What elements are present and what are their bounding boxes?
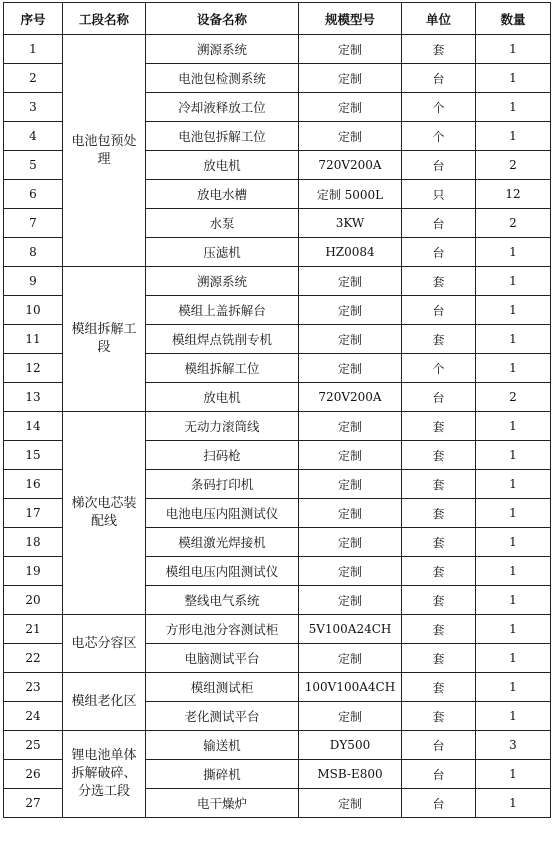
row-index: 12 — [4, 354, 63, 383]
row-index: 1 — [4, 35, 63, 64]
row-index: 23 — [4, 673, 63, 702]
header-model: 规模型号 — [299, 3, 402, 35]
equipment-model: 720V200A — [299, 383, 402, 412]
equipment-model: 定制 — [299, 35, 402, 64]
equipment-unit: 台 — [402, 731, 476, 760]
equipment-model: 100V100A4CH — [299, 673, 402, 702]
equipment-name: 方形电池分容测试柜 — [146, 615, 299, 644]
equipment-name: 压滤机 — [146, 238, 299, 267]
equipment-name: 放电机 — [146, 151, 299, 180]
equipment-model: 定制 — [299, 122, 402, 151]
table-row — [4, 412, 551, 441]
equipment-quantity: 1 — [476, 470, 551, 499]
table-row — [4, 731, 551, 760]
equipment-unit: 台 — [402, 64, 476, 93]
row-index: 16 — [4, 470, 63, 499]
equipment-model: 定制 — [299, 412, 402, 441]
header-equipment: 设备名称 — [146, 3, 299, 35]
equipment-model: 定制 — [299, 528, 402, 557]
equipment-name: 扫码枪 — [146, 441, 299, 470]
equipment-name: 冷却液释放工位 — [146, 93, 299, 122]
equipment-unit: 台 — [402, 151, 476, 180]
equipment-quantity: 1 — [476, 702, 551, 731]
equipment-name: 溯源系统 — [146, 35, 299, 64]
equipment-name: 溯源系统 — [146, 267, 299, 296]
row-index: 13 — [4, 383, 63, 412]
equipment-name: 电干燥炉 — [146, 789, 299, 818]
row-index: 5 — [4, 151, 63, 180]
equipment-model: 定制 — [299, 789, 402, 818]
equipment-unit: 台 — [402, 760, 476, 789]
equipment-name: 模组电压内阻测试仪 — [146, 557, 299, 586]
equipment-unit: 套 — [402, 528, 476, 557]
equipment-unit: 套 — [402, 615, 476, 644]
equipment-quantity: 2 — [476, 209, 551, 238]
equipment-name: 电池电压内阻测试仪 — [146, 499, 299, 528]
equipment-quantity: 1 — [476, 528, 551, 557]
equipment-unit: 台 — [402, 238, 476, 267]
row-index: 19 — [4, 557, 63, 586]
row-index: 6 — [4, 180, 63, 209]
equipment-model: 5V100A24CH — [299, 615, 402, 644]
row-index: 25 — [4, 731, 63, 760]
equipment-model: 定制 — [299, 557, 402, 586]
equipment-quantity: 1 — [476, 586, 551, 615]
equipment-quantity: 1 — [476, 238, 551, 267]
row-index: 11 — [4, 325, 63, 354]
equipment-name: 撕碎机 — [146, 760, 299, 789]
table-row — [4, 615, 551, 644]
row-index: 14 — [4, 412, 63, 441]
equipment-model: DY500 — [299, 731, 402, 760]
equipment-name: 老化测试平台 — [146, 702, 299, 731]
equipment-model: 定制 — [299, 470, 402, 499]
equipment-name: 电脑测试平台 — [146, 644, 299, 673]
equipment-name: 模组测试柜 — [146, 673, 299, 702]
row-index: 9 — [4, 267, 63, 296]
equipment-quantity: 1 — [476, 35, 551, 64]
equipment-model: 定制 — [299, 499, 402, 528]
equipment-model: 定制 — [299, 267, 402, 296]
equipment-unit: 台 — [402, 789, 476, 818]
equipment-name: 电池包拆解工位 — [146, 122, 299, 151]
header-quantity: 数量 — [476, 3, 551, 35]
equipment-quantity: 3 — [476, 731, 551, 760]
row-index: 3 — [4, 93, 63, 122]
equipment-model: 定制 — [299, 354, 402, 383]
equipment-unit: 套 — [402, 644, 476, 673]
equipment-quantity: 1 — [476, 673, 551, 702]
equipment-unit: 套 — [402, 267, 476, 296]
equipment-unit: 套 — [402, 499, 476, 528]
table-header — [4, 3, 551, 35]
equipment-name: 模组焊点铣削专机 — [146, 325, 299, 354]
equipment-unit: 套 — [402, 673, 476, 702]
equipment-unit: 个 — [402, 122, 476, 151]
equipment-unit: 套 — [402, 702, 476, 731]
row-index: 20 — [4, 586, 63, 615]
equipment-quantity: 1 — [476, 412, 551, 441]
row-index: 8 — [4, 238, 63, 267]
equipment-name: 水泵 — [146, 209, 299, 238]
equipment-quantity: 2 — [476, 383, 551, 412]
section-name: 锂电池单体拆解破碎、分选工段 — [63, 731, 146, 818]
equipment-quantity: 1 — [476, 122, 551, 151]
equipment-quantity: 2 — [476, 151, 551, 180]
equipment-unit: 套 — [402, 441, 476, 470]
equipment-unit: 套 — [402, 470, 476, 499]
equipment-name: 电池包检测系统 — [146, 64, 299, 93]
equipment-quantity: 1 — [476, 325, 551, 354]
equipment-quantity: 1 — [476, 557, 551, 586]
row-index: 17 — [4, 499, 63, 528]
equipment-unit: 台 — [402, 296, 476, 325]
row-index: 18 — [4, 528, 63, 557]
equipment-model: 3KW — [299, 209, 402, 238]
equipment-quantity: 12 — [476, 180, 551, 209]
row-index: 22 — [4, 644, 63, 673]
equipment-model: 定制 — [299, 644, 402, 673]
equipment-model: HZ0084 — [299, 238, 402, 267]
equipment-unit: 套 — [402, 586, 476, 615]
equipment-unit: 套 — [402, 325, 476, 354]
equipment-name: 输送机 — [146, 731, 299, 760]
row-index: 7 — [4, 209, 63, 238]
table-row — [4, 35, 551, 64]
equipment-model: 定制 — [299, 586, 402, 615]
equipment-name: 放电机 — [146, 383, 299, 412]
equipment-unit: 套 — [402, 412, 476, 441]
equipment-model: 定制 5000L — [299, 180, 402, 209]
row-index: 27 — [4, 789, 63, 818]
equipment-quantity: 1 — [476, 93, 551, 122]
header-section: 工段名称 — [63, 3, 146, 35]
equipment-unit: 套 — [402, 557, 476, 586]
equipment-table — [3, 2, 551, 818]
equipment-name: 放电水槽 — [146, 180, 299, 209]
equipment-unit: 个 — [402, 93, 476, 122]
section-name: 模组拆解工段 — [63, 267, 146, 412]
header-index: 序号 — [4, 3, 63, 35]
equipment-quantity: 1 — [476, 64, 551, 93]
equipment-model: 定制 — [299, 296, 402, 325]
row-index: 26 — [4, 760, 63, 789]
equipment-name: 无动力滚筒线 — [146, 412, 299, 441]
header-row — [4, 3, 551, 35]
table-row — [4, 267, 551, 296]
row-index: 4 — [4, 122, 63, 151]
equipment-model: 定制 — [299, 325, 402, 354]
equipment-quantity: 1 — [476, 499, 551, 528]
equipment-model: 定制 — [299, 64, 402, 93]
equipment-unit: 台 — [402, 209, 476, 238]
row-index: 10 — [4, 296, 63, 325]
row-index: 24 — [4, 702, 63, 731]
equipment-unit: 只 — [402, 180, 476, 209]
equipment-quantity: 1 — [476, 441, 551, 470]
table-row — [4, 673, 551, 702]
equipment-unit: 个 — [402, 354, 476, 383]
equipment-model: 定制 — [299, 93, 402, 122]
equipment-name: 模组上盖拆解台 — [146, 296, 299, 325]
equipment-quantity: 1 — [476, 760, 551, 789]
equipment-unit: 台 — [402, 383, 476, 412]
equipment-name: 条码打印机 — [146, 470, 299, 499]
section-name: 电芯分容区 — [63, 615, 146, 673]
equipment-model: MSB-E800 — [299, 760, 402, 789]
equipment-quantity: 1 — [476, 615, 551, 644]
equipment-quantity: 1 — [476, 789, 551, 818]
table-body — [4, 35, 551, 818]
equipment-model: 720V200A — [299, 151, 402, 180]
equipment-quantity: 1 — [476, 644, 551, 673]
equipment-model: 定制 — [299, 441, 402, 470]
equipment-name: 模组拆解工位 — [146, 354, 299, 383]
equipment-quantity: 1 — [476, 296, 551, 325]
equipment-name: 整线电气系统 — [146, 586, 299, 615]
equipment-model: 定制 — [299, 702, 402, 731]
section-name: 模组老化区 — [63, 673, 146, 731]
section-name: 电池包预处理 — [63, 35, 146, 267]
row-index: 15 — [4, 441, 63, 470]
equipment-quantity: 1 — [476, 354, 551, 383]
row-index: 21 — [4, 615, 63, 644]
row-index: 2 — [4, 64, 63, 93]
header-unit: 单位 — [402, 3, 476, 35]
section-name: 梯次电芯装配线 — [63, 412, 146, 615]
equipment-name: 模组激光焊接机 — [146, 528, 299, 557]
equipment-quantity: 1 — [476, 267, 551, 296]
equipment-unit: 套 — [402, 35, 476, 64]
